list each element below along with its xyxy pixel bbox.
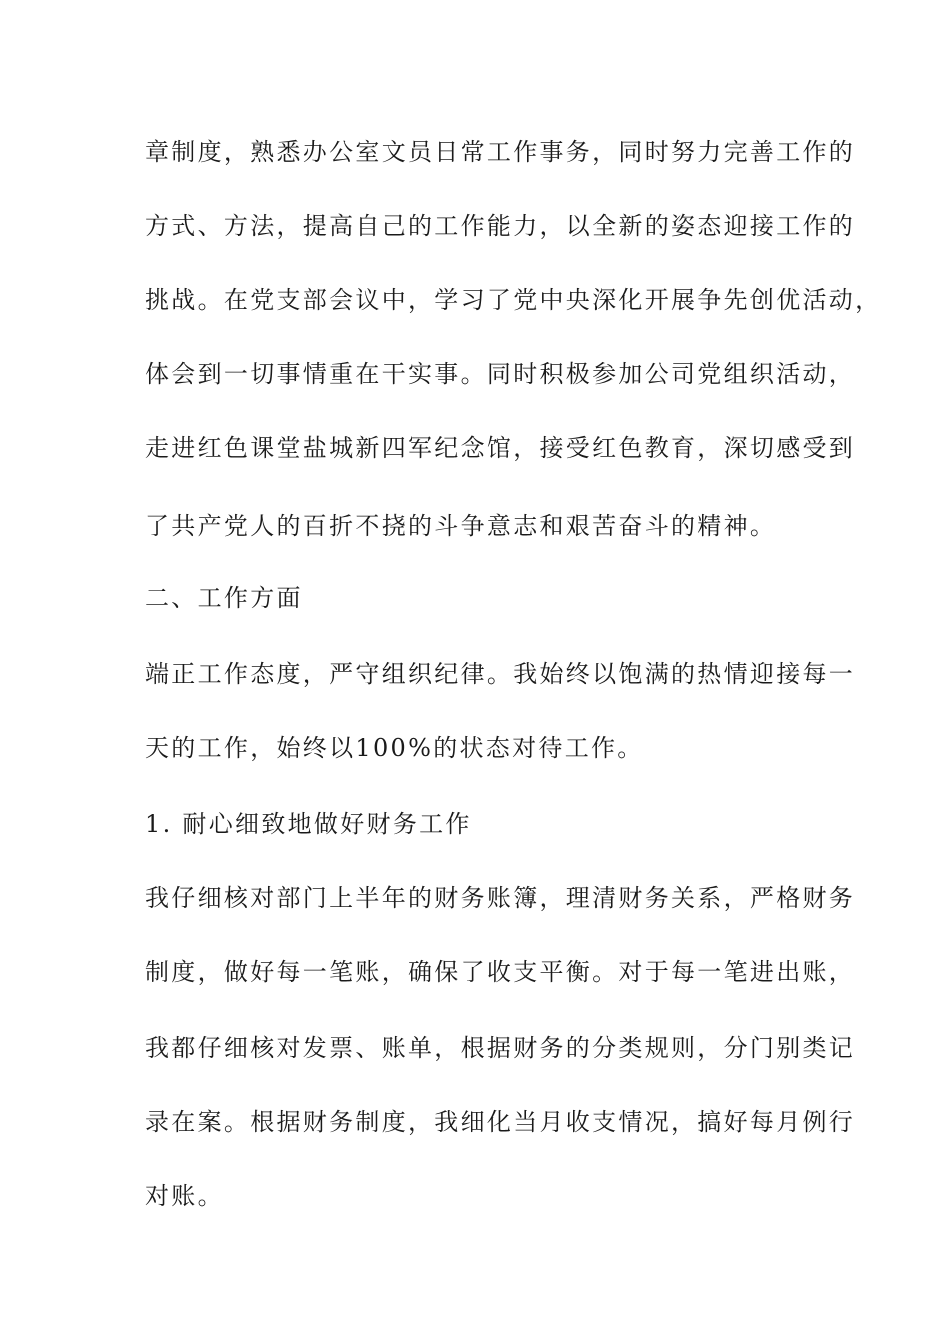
paragraph-line: 我都仔细核对发票、账单，根据财务的分类规则，分门别类记: [145, 1034, 856, 1062]
section-heading: 二、工作方面: [145, 584, 303, 612]
paragraph-line: 制度，做好每一笔账，确保了收支平衡。对于每一笔进出账，: [145, 958, 856, 986]
paragraph-line: 录在案。根据财务制度，我细化当月收支情况，搞好每月例行: [145, 1108, 856, 1136]
paragraph-line: 了共产党人的百折不挠的斗争意志和艰苦奋斗的精神。: [145, 512, 777, 540]
paragraph-line: 我仔细核对部门上半年的财务账簿，理清财务关系，严格财务: [145, 884, 856, 912]
paragraph-line: 章制度，熟悉办公室文员日常工作事务，同时努力完善工作的: [145, 138, 856, 166]
subsection-heading: 1. 耐心细致地做好财务工作: [145, 810, 472, 838]
paragraph-line: 端正工作态度，严守组织纪律。我始终以饱满的热情迎接每一: [145, 660, 856, 688]
paragraph-line: 对账。: [145, 1182, 224, 1210]
paragraph-line: 天的工作，始终以100%的状态对待工作。: [145, 734, 644, 762]
paragraph-line: 体会到一切事情重在干实事。同时积极参加公司党组织活动，: [145, 360, 856, 388]
paragraph-line: 方式、方法，提高自己的工作能力，以全新的姿态迎接工作的: [145, 212, 856, 240]
paragraph-line: 走进红色课堂盐城新四军纪念馆，接受红色教育，深切感受到: [145, 434, 856, 462]
paragraph-line: 挑战。在党支部会议中，学习了党中央深化开展争先创优活动，: [145, 286, 882, 314]
